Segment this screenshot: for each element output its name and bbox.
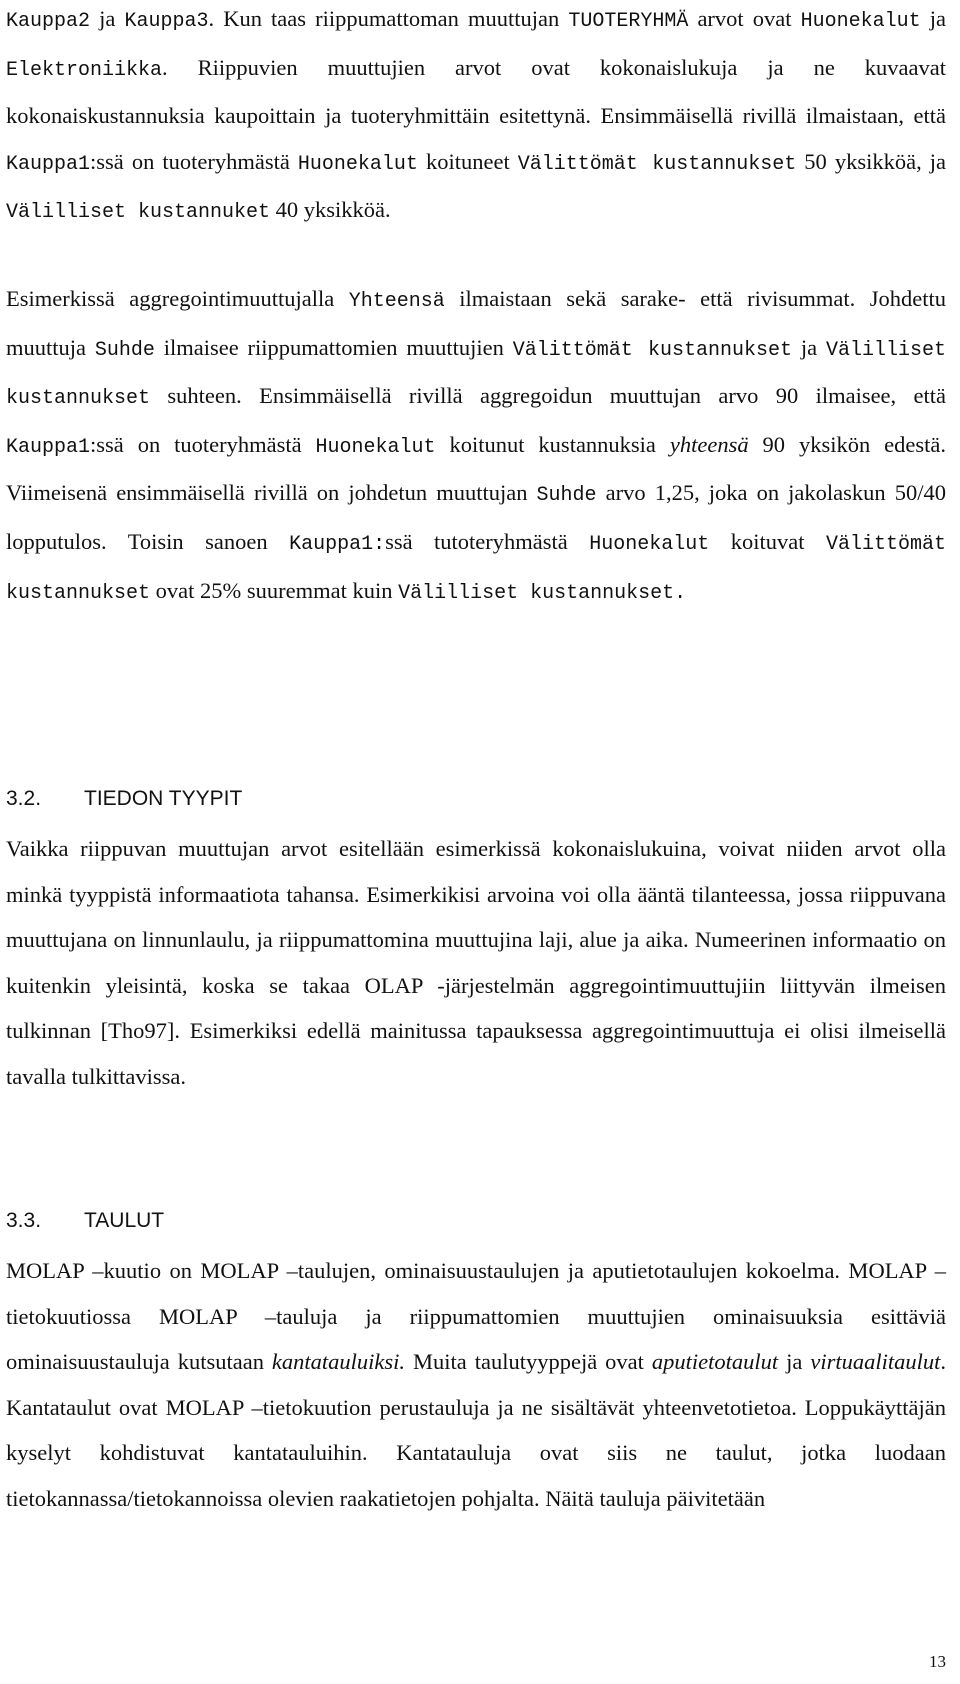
text-run: 90 yksikön edestä. Viimeisenä ensimmäisellä rivillä on johdetun muuttujan	[6, 431, 946, 506]
text-run: ssä tutoteryhmästä	[385, 528, 590, 554]
code-term: Välittömät kustannukset	[6, 532, 946, 605]
text-run: ilmaisee riippumattomien muuttujien	[154, 334, 513, 360]
text-run: . Kantataulut ovat MOLAP –tietokuution perustauluja ja ne sisältävät yhteenvetotietoa. Loppukäyttäjän kyselyt kohdistuvat kantatauluihin. Kantatauluja ovat siis ne taulut, jotka luodaan tietokannassa/tietokannoissa olevien raakatietojen pohjalta. Näitä tauluja päivitetään	[6, 1349, 946, 1511]
text-run: :ssä on tuoteryhmästä	[90, 148, 298, 174]
text-run: MOLAP –kuutio on MOLAP –taulujen, ominaisuustaulujen ja aputietotaulujen kokoelma. MOLAP –tietokuutiossa MOLAP –tauluja ja riippumattomien muuttujien ominaisuuksia esittäviä ominaisuustauluja kutsutaan	[6, 1258, 946, 1375]
code-term: Huonekalut	[315, 435, 436, 459]
text-run: ja	[90, 6, 125, 31]
italic-term: yhteensä	[669, 431, 749, 457]
section-heading-3-3	[6, 1207, 164, 1235]
text-run: ja	[778, 1349, 811, 1375]
code-term: Välilliset kustannuket	[6, 201, 271, 225]
text-run: suhteen. Ensimmäisellä rivillä aggregoidun muuttujan arvo 90 ilmaisee, että	[150, 383, 946, 409]
text-run: ilmaistaan sekä sarake- että rivisummat. Johdettu muuttuja	[6, 286, 946, 360]
italic-term: kantatauluiksi.	[271, 1349, 406, 1375]
code-term: Elektroniikka	[6, 58, 163, 82]
section-heading-3-2	[6, 785, 242, 813]
code-term: Kauppa1	[6, 152, 91, 176]
paragraph-aggregation	[6, 276, 946, 616]
text-run: . Riippuvien muuttujien arvot ovat kokonaislukuja ja ne kuvaavat kokonaiskustannuksia kaupoittain ja tuoteryhmittäin esitettynä. Ensimmäisellä rivillä ilmaistaan, että	[6, 54, 946, 129]
code-term: Kauppa1:	[289, 532, 386, 556]
text-run: koituneet	[417, 148, 518, 174]
paragraph-tables	[6, 1248, 946, 1522]
code-term: Yhteensä	[348, 290, 445, 313]
italic-term: aputietotaulut	[651, 1349, 779, 1375]
text-run: . Kun taas riippumattoman muuttujan	[208, 6, 569, 31]
code-term: Suhde	[536, 484, 597, 508]
code-term: Huonekalut	[589, 532, 710, 556]
text-run: Muita taulutyyppejä ovat	[405, 1349, 652, 1375]
page-number: 13	[929, 1652, 946, 1671]
text-run: koitunut kustannuksia	[435, 431, 670, 457]
text-run: arvot ovat	[688, 6, 801, 31]
text-run: koituvat	[709, 528, 826, 554]
paragraph-store-example	[6, 0, 946, 236]
text-run: 40 yksikköä.	[270, 197, 391, 223]
text-run: ovat 25% suuremmat kuin	[150, 577, 399, 603]
code-term: Kauppa3	[124, 10, 209, 33]
code-term: Kauppa1	[6, 435, 91, 459]
section-title: TAULUT	[84, 1209, 165, 1232]
code-term: Välittömät kustannukset	[512, 338, 793, 362]
italic-term: virtuaalitaulut	[810, 1349, 941, 1375]
code-term: Välilliset kustannukset.	[398, 581, 687, 605]
text-run: Vaikka riippuvan muuttujan arvot esitellään esimerkissä kokonaislukuina, voivat niiden arvot olla minkä tyyppistä informaatiota tahansa. Esimerkikisi arvoina voi olla ääntä tilanteessa, jossa riippuvana muuttujana on linnunlaulu, ja riippumattomina muuttujina laji, alue ja aika. Numeerinen informaatio on kuitenkin yleisintä, koska se takaa OLAP -järjestelmän aggregointimuuttujiin liittyvän ilmeisen tulkinnan [Tho97]. Esimerkiksi edellä mainitussa tapauksessa aggregointimuuttuja ei olisi ilmeisellä tavalla tulkittavissa.	[6, 836, 946, 1089]
section-number: 3.3.	[6, 1209, 42, 1232]
code-term: Suhde	[94, 338, 155, 362]
section-number: 3.2.	[6, 787, 42, 810]
text-run: :ssä on tuoteryhmästä	[90, 431, 316, 457]
text-run: ja	[920, 6, 946, 31]
code-term: Välilliset kustannukset	[6, 338, 946, 411]
text-run: Esimerkissä aggregointimuuttujalla	[6, 286, 349, 311]
code-term: Huonekalut	[800, 10, 921, 33]
code-term: Kauppa2	[6, 10, 91, 33]
text-run: ja	[792, 334, 826, 360]
text-run: arvo 1,25, joka on jakolaskun 50/40 lopputulos. Toisin sanoen	[6, 480, 946, 554]
text-run: 50 yksikköä, ja	[796, 148, 947, 174]
code-term: Huonekalut	[297, 152, 418, 176]
code-term: Välittömät kustannukset	[517, 152, 797, 176]
paragraph-data-types	[6, 826, 946, 1100]
code-term: TUOTERYHMÄ	[568, 10, 689, 33]
section-title: TIEDON TYYPIT	[84, 787, 243, 810]
